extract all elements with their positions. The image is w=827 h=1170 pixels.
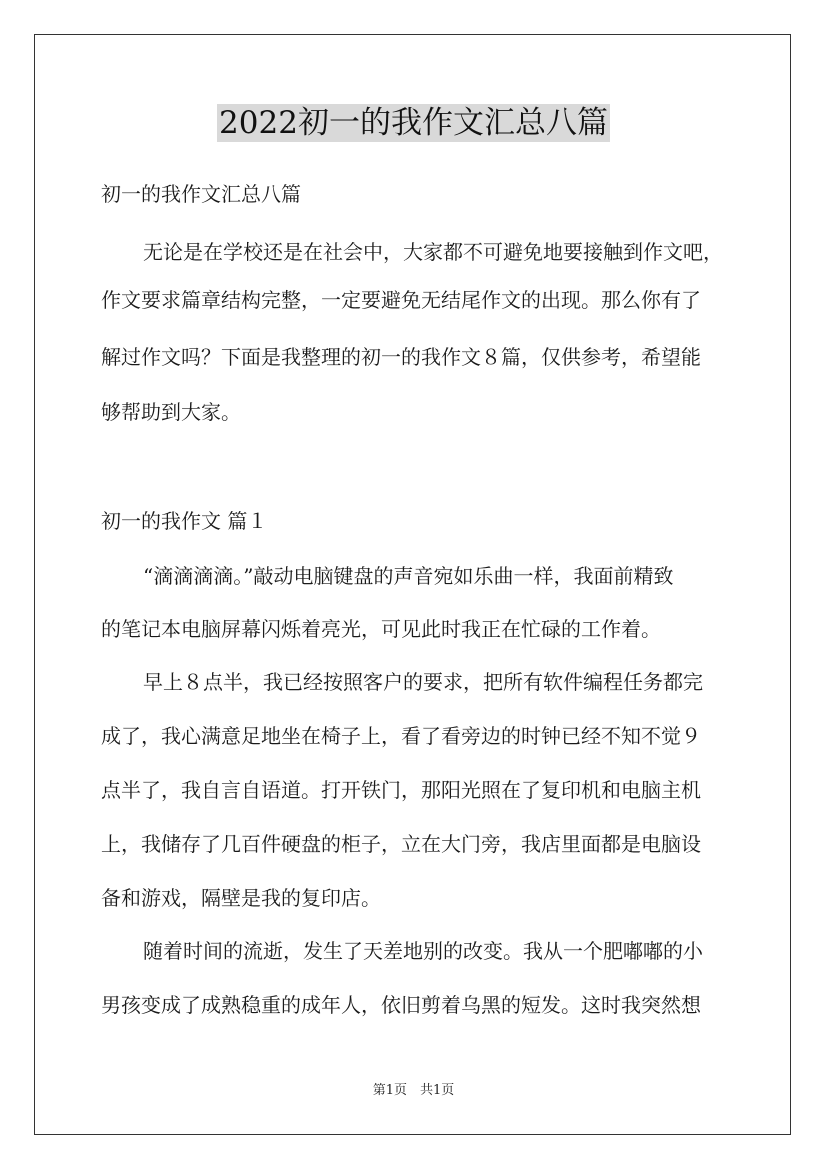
title-wrap [0, 104, 827, 142]
page-footer: 第1页 共1页 [372, 1083, 455, 1098]
document-title: 2022初一的我作文汇总八篇 [219, 105, 608, 141]
paragraph-line: 够帮助到大家。 [101, 400, 241, 424]
section-heading: 初一的我作文 篇１ [101, 509, 268, 533]
paragraph-line: 上，我储存了几百件硬盘的柜子，立在大门旁，我店里面都是电脑设 [101, 832, 701, 856]
paragraph-line: 作文要求篇章结构完整，一定要避免无结尾作文的出现。那么你有了 [101, 288, 701, 312]
paragraph-line: 解过作文吗？下面是我整理的初一的我作文８篇，仅供参考，希望能 [101, 345, 701, 369]
paragraph-line: 备和游戏，隔壁是我的复印店。 [101, 886, 381, 910]
paragraph-line: 早上８点半，我已经按照客户的要求，把所有软件编程任务都完 [143, 670, 703, 694]
document-subtitle: 初一的我作文汇总八篇 [101, 182, 301, 206]
paragraph-line: 的笔记本电脑屏幕闪烁着亮光，可见此时我正在忙碌的工作着。 [101, 617, 661, 641]
paragraph-line: 成了，我心满意足地坐在椅子上，看了看旁边的时钟已经不知不觉９ [101, 724, 701, 748]
paragraph-line: 随着时间的流逝，发生了天差地别的改变。我从一个肥嘟嘟的小 [143, 939, 703, 963]
paragraph-line: 男孩变成了成熟稳重的成年人，依旧剪着乌黑的短发。这时我突然想 [101, 993, 701, 1017]
paragraph-line: 点半了，我自言自语道。打开铁门，那阳光照在了复印机和电脑主机 [101, 778, 701, 802]
paragraph-line: “滴滴滴滴。”敲动电脑键盘的声音宛如乐曲一样，我面前精致 [143, 564, 674, 588]
paragraph-line: 无论是在学校还是在社会中，大家都不可避免地要接触到作文吧， [143, 240, 723, 264]
